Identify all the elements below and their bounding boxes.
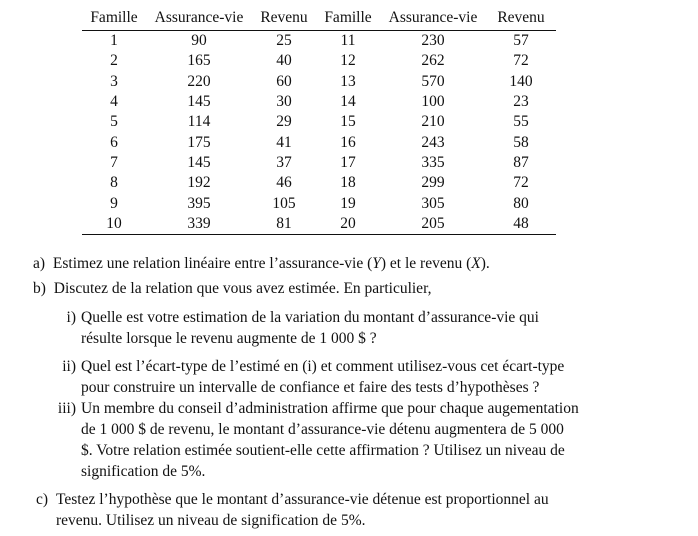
cell-assurance-vie: 243	[421, 133, 445, 151]
question-a-text-1: Estimez une relation linéaire entre l’assurance-vie (	[52, 255, 373, 272]
cell-assurance-vie: 570	[421, 72, 445, 90]
cell-assurance-vie: 262	[421, 52, 445, 70]
cell-revenu: 80	[513, 194, 529, 212]
cell-assurance-vie: 305	[421, 194, 445, 212]
cell-revenu: 58	[513, 133, 529, 151]
table-row	[82, 173, 556, 193]
cell-assurance-vie: 299	[421, 174, 445, 192]
table-row	[82, 51, 556, 71]
cell-assurance-vie: 175	[187, 133, 211, 151]
question-c-line-2: revenu. Utilisez un niveau de signification de 5%.	[56, 512, 366, 529]
cell-revenu: 46	[276, 174, 292, 192]
table-header-row	[82, 8, 556, 31]
cell-revenu: 23	[513, 93, 529, 111]
cell-assurance-vie: 210	[421, 113, 445, 131]
cell-famille: 9	[110, 194, 118, 212]
cell-revenu: 37	[276, 153, 292, 171]
cell-revenu: 41	[276, 133, 292, 151]
question-b	[33, 279, 431, 300]
data-table	[82, 8, 556, 235]
header-revenu: Revenu	[260, 9, 308, 26]
table-body	[82, 31, 556, 235]
cell-assurance-vie: 145	[187, 153, 211, 171]
table-row	[82, 31, 556, 52]
table-row	[82, 112, 556, 132]
variable-x: X	[471, 255, 481, 272]
question-b-ii-label: ii)	[62, 358, 76, 375]
cell-assurance-vie: 114	[187, 113, 211, 131]
question-b-ii-line-2: pour construire un intervalle de confiance et faire des tests d’hypothèses ?	[81, 379, 540, 396]
cell-revenu: 30	[276, 93, 292, 111]
table-row	[82, 153, 556, 173]
cell-famille: 15	[340, 113, 356, 131]
cell-famille: 14	[340, 93, 356, 111]
table-row	[82, 132, 556, 152]
cell-assurance-vie: 230	[421, 32, 445, 50]
cell-revenu: 40	[276, 52, 292, 70]
question-b-iii-line-3: $. Votre relation estimée soutient-elle cette affirmation ? Utilisez un niveau de	[81, 442, 565, 459]
cell-revenu: 25	[276, 32, 292, 50]
question-b-iii-line-1: Un membre du conseil d’administration affirme que pour chaque augementation	[81, 400, 579, 417]
question-a-text	[53, 255, 490, 272]
table-row	[82, 72, 556, 92]
cell-assurance-vie: 192	[187, 174, 211, 192]
cell-assurance-vie: 220	[187, 72, 211, 90]
cell-assurance-vie: 90	[191, 32, 207, 50]
cell-famille: 6	[110, 133, 118, 151]
question-a	[33, 254, 490, 275]
cell-famille: 12	[340, 52, 356, 70]
header-famille: Famille	[324, 9, 372, 26]
cell-famille: 1	[110, 32, 118, 50]
header-assurance-vie: Assurance-vie	[388, 9, 478, 26]
cell-revenu: 60	[276, 72, 292, 90]
cell-famille: 17	[340, 153, 356, 171]
variable-y: Y	[372, 255, 381, 272]
cell-famille: 13	[340, 72, 356, 90]
cell-revenu: 29	[276, 113, 292, 131]
cell-revenu: 55	[513, 113, 529, 131]
header-revenu: Revenu	[497, 9, 545, 26]
cell-famille: 10	[82, 214, 146, 235]
cell-revenu: 87	[513, 153, 529, 171]
cell-revenu: 72	[513, 52, 529, 70]
question-a-text-3: ).	[480, 255, 490, 272]
cell-famille: 2	[110, 52, 118, 70]
cell-famille: 19	[340, 194, 356, 212]
cell-assurance-vie: 205	[380, 214, 486, 235]
question-b-ii-line-1: Quel est l’écart-type de l’estimé en (i) et comment utilisez-vous cet écart-type	[81, 358, 565, 375]
cell-famille: 3	[110, 72, 118, 90]
cell-famille: 4	[110, 93, 118, 111]
cell-revenu: 105	[272, 194, 296, 212]
cell-famille: 5	[110, 113, 118, 131]
question-c-label: c)	[35, 491, 48, 508]
cell-revenu: 72	[513, 174, 529, 192]
cell-famille: 18	[340, 174, 356, 192]
cell-famille: 11	[340, 32, 356, 50]
cell-assurance-vie: 100	[421, 93, 445, 111]
cell-revenu: 81	[252, 214, 316, 235]
cell-famille: 7	[110, 153, 118, 171]
cell-assurance-vie: 395	[187, 194, 211, 212]
cell-assurance-vie: 335	[421, 153, 445, 171]
cell-famille: 8	[110, 174, 118, 192]
cell-assurance-vie: 145	[187, 93, 211, 111]
question-b-text: Discutez de la relation que vous avez estimée. En particulier,	[53, 280, 432, 297]
cell-assurance-vie: 339	[146, 214, 252, 235]
question-a-label: a)	[33, 255, 46, 272]
cell-famille: 20	[316, 214, 380, 235]
cell-revenu: 140	[509, 72, 533, 90]
table-row	[82, 214, 556, 235]
cell-revenu: 48	[486, 214, 556, 235]
question-b-i-line-2: résulte lorsque le revenu augmente de 1 000 $ ?	[81, 330, 377, 347]
question-a-text-2: ) et le revenu (	[380, 255, 472, 272]
question-b-iii-line-4: signification de 5%.	[81, 463, 206, 480]
question-b-label: b)	[33, 280, 46, 297]
question-b-iii-line-2: de 1 000 $ de revenu, le montant d’assurance-vie détenu augmentera de 5 000	[81, 421, 564, 438]
question-b-i-line-1: Quelle est votre estimation de la variation du montant d’assurance-vie qui	[81, 309, 539, 326]
table-row	[82, 193, 556, 213]
cell-famille: 16	[340, 133, 356, 151]
question-c-line-1: Testez l’hypothèse que le montant d’assurance-vie détenue est proportionnel au	[56, 491, 549, 508]
table-row	[82, 92, 556, 112]
question-b-i-label: i)	[66, 309, 76, 326]
header-assurance-vie: Assurance-vie	[154, 9, 244, 26]
cell-revenu: 57	[513, 32, 529, 50]
cell-assurance-vie: 165	[187, 52, 211, 70]
question-b-iii-label: iii)	[57, 400, 76, 417]
header-famille: Famille	[90, 9, 138, 26]
